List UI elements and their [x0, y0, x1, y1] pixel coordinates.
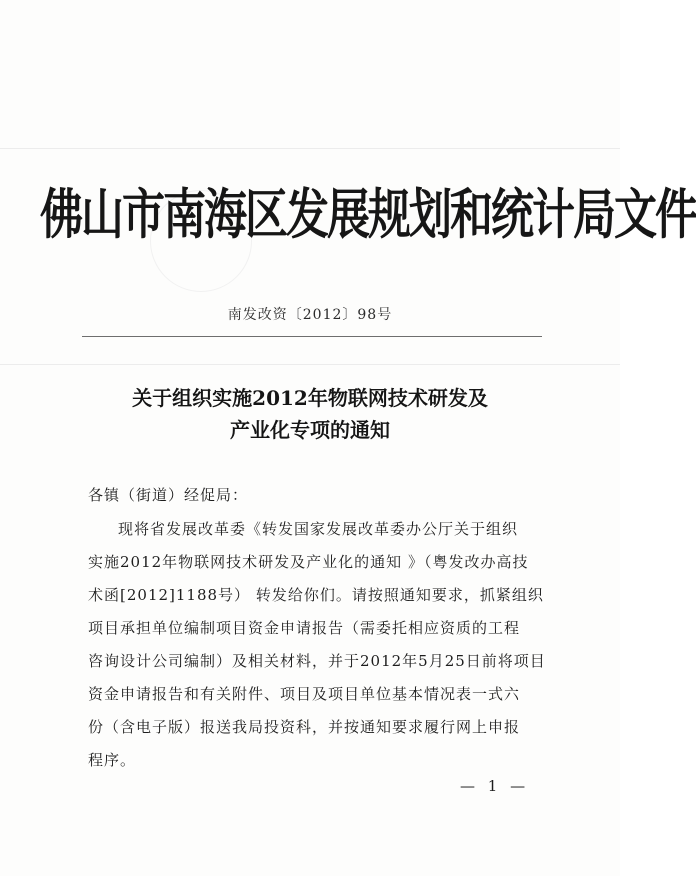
body-line: 资金申请报告和有关附件、项目及项目单位基本情况表一式六 [88, 685, 521, 703]
notice-title-line-2: 产业化专项的通知 [230, 418, 390, 442]
body-line: 份（含电子版）报送我局投资科，并按通知要求履行网上申报 [88, 718, 521, 736]
body-line: 实施2012年物联网技术研发及产业化的通知 》（粤发改办高技 [88, 553, 529, 571]
page-number: — 1 — [460, 777, 530, 795]
body-line: 项目承担单位编制项目资金申请报告（需委托相应资质的工程 [88, 619, 521, 637]
body-line: 咨询设计公司编制）及相关材料，并于2012年5月25日前将项目 [88, 652, 546, 670]
notice-title-line-1: 关于组织实施2012年物联网技术研发及 [132, 386, 488, 410]
issuer-header: 佛山市南海区发展规划和统计局文件 [40, 184, 696, 247]
document-number: 南发改资〔2012〕98号 [227, 307, 393, 323]
scan-artifact-line [0, 148, 620, 149]
body-line: 程序。 [88, 751, 137, 769]
scan-artifact-line [0, 364, 620, 365]
body-line: 术函[2012]1188号） 转发给你们。请按照通知要求，抓紧组织 [88, 586, 544, 604]
body-line: 现将省发展改革委《转发国家发展改革委办公厅关于组织 [118, 520, 519, 538]
header-divider [82, 336, 542, 337]
salutation: 各镇（街道）经促局： [88, 486, 249, 504]
